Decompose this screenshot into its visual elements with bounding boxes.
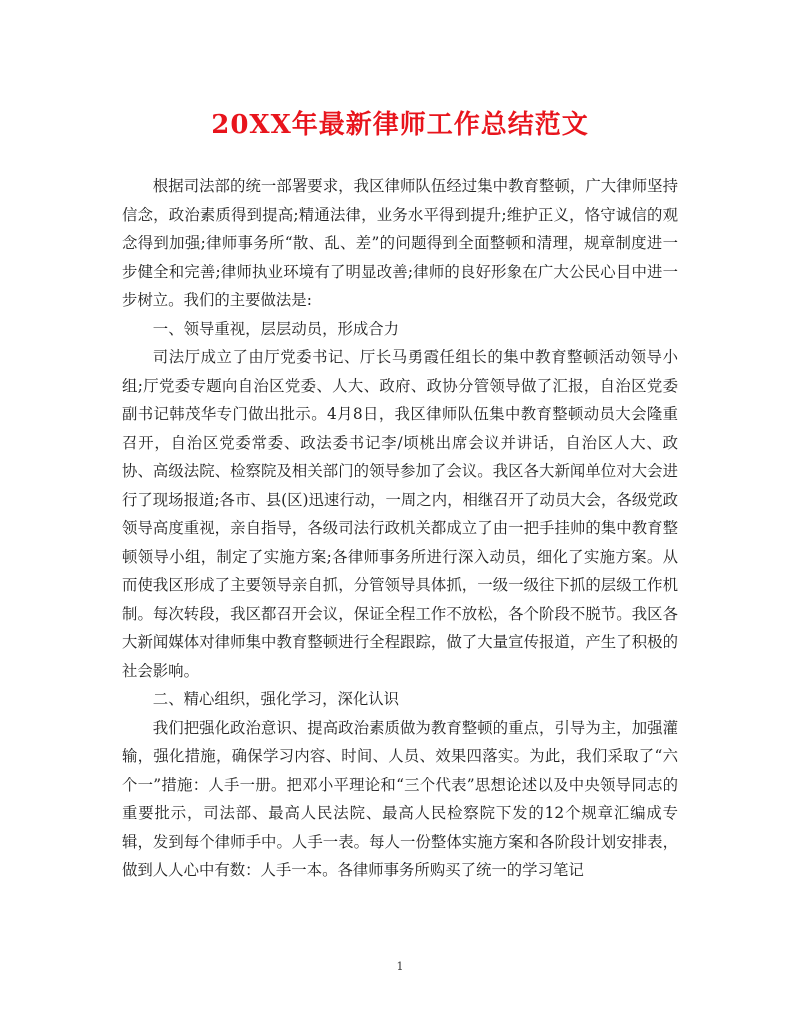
document-title: 20XX年最新律师工作总结范文 (211, 110, 589, 140)
section-heading-2: 二、精心组织，强化学习，深化认识 (152, 690, 400, 708)
paragraph-section-1: 司法厅成立了由厅党委书记、厅长马勇霞任组长的集中教育整顿活动领导小组;厅党委专题向自治区党委、人大、政府、政协分管领导做了汇报，自治区党委副书记韩茂华专门做出批示。4月8日，我区律师队伍集中教育整顿动员大会隆重召开，自治区党委常委、政法委书记李/顷桃出席会议并讲话，自治区人大、政协、高级法院、检察院及相关部门的领导参加了会议。我区各大新闻单位对大会进行了现场报道;各市、县(区)迅速行动，一周之内，相继召开了动员大会，各级党政领导高度重视，亲自指导，各级司法行政机关都成立了由一把手挂帅的集中教育整顿领导小组，制定了实施方案;各律师事务所进行深入动员，细化了实施方案。从而使我区形成了主要领导亲自抓，分管领导具体抓，一级一级往下抓的层级工作机制。每次转段，我区都召开会议，保证全程工作不放松，各个阶段不脱节。我区各大新闻媒体对律师集中教育整顿进行全程跟踪，做了大量宣传报道，产生了积极的社会影响。 (122, 348, 678, 680)
paragraph-section-2: 我们把强化政治意识、提高政治素质做为教育整顿的重点，引导为主，加强灌输，强化措施，确保学习内容、时间、人员、效果四落实。为此，我们采取了“六个一”措施：人手一册。把邓小平理论和“三个代表”思想论述以及中央领导同志的重要批示，司法部、最高人民法院、最高人民检察院下发的12个规章汇编成专辑，发到每个律师手中。人手一表。每人一份整体实施方案和各阶段计划安排表，做到人人心中有数：人手一本。各律师事务所购买了统一的学习笔记 (122, 718, 678, 879)
document-body (122, 172, 678, 885)
paragraph-intro: 根据司法部的统一部署要求，我区律师队伍经过集中教育整顿，广大律师坚持信念，政治素质得到提高;精通法律，业务水平得到提升;维护正义，恪守诚信的观念得到加强;律师事务所“散、乱、差”的问题得到全面整顿和清理，规章制度进一步健全和完善;律师执业环境有了明显改善;律师的良好形象在广大公民心目中进一步树立。我们的主要做法是: (122, 177, 678, 309)
page-number: 1 (396, 960, 404, 973)
section-heading-1: 一、领导重视，层层动员，形成合力 (152, 319, 400, 338)
